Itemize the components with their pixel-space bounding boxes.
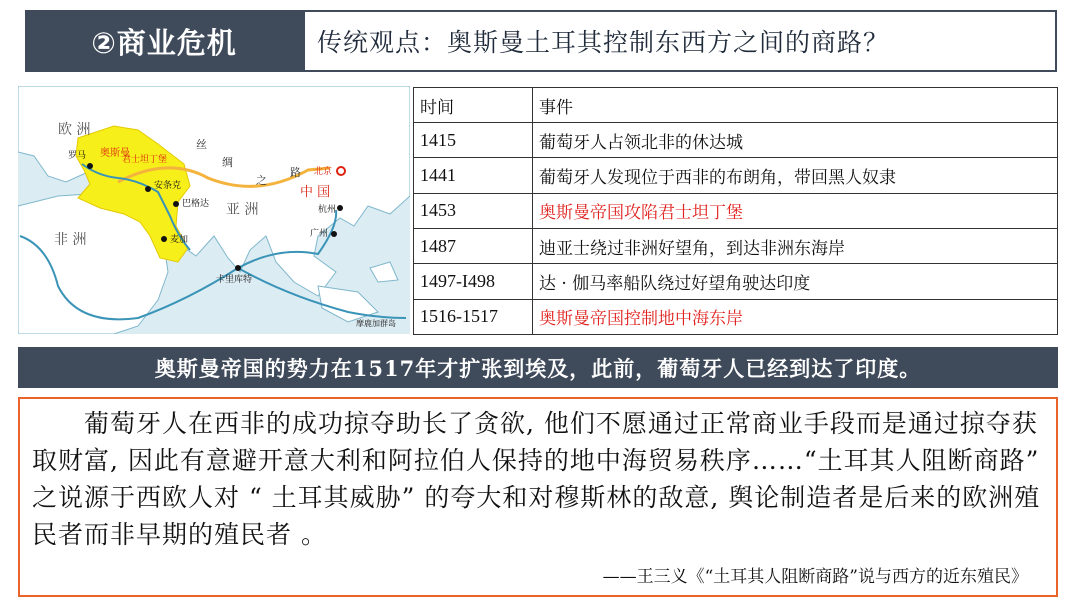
map-label-calicut: 卡里库特	[216, 275, 253, 285]
city-dot	[337, 205, 343, 211]
section-title: ②商业危机	[25, 10, 303, 72]
table-row	[414, 193, 1058, 228]
map-label-hangzhou: 杭州	[318, 205, 337, 215]
quote-box	[18, 397, 1058, 597]
map-label-ottoman: 奥斯曼	[100, 148, 130, 159]
city-dot	[173, 201, 179, 207]
map-label-moluccas: 摩鹿加群岛	[356, 319, 396, 328]
map-label-antioch: 安条克	[154, 181, 182, 191]
question-heading: 传统观点：奥斯曼土耳其控制东西方之间的商路？	[303, 10, 1057, 72]
map-label-baghdad: 巴格达	[182, 199, 210, 209]
row-event: 奥斯曼帝国攻陷君士坦丁堡	[533, 193, 1058, 228]
row-year: 1516-1517	[414, 299, 533, 334]
map-label-africa: 非 洲	[54, 232, 87, 248]
row-event: 达 · 伽马率船队绕过好望角驶达印度	[533, 264, 1058, 299]
city-dot	[331, 231, 337, 237]
table-row	[414, 158, 1058, 193]
map-label-silk-2: 绸	[222, 156, 233, 169]
key-fact-banner: 奥斯曼帝国的势力在1517年才扩张到埃及，此前，葡萄牙人已经到达了印度。	[18, 347, 1058, 388]
column-header-time: 时间	[414, 88, 533, 123]
map-label-guangzhou: 广州	[310, 229, 329, 239]
table-row	[414, 264, 1058, 299]
map-label-beijing: 北京	[314, 167, 333, 177]
map-label-constantinople: 君士坦丁堡	[122, 155, 168, 165]
table-row	[414, 228, 1058, 263]
map-label-europe: 欧 洲	[58, 122, 91, 138]
column-header-event: 事件	[533, 88, 1058, 123]
quote-source: ——王三义《“土耳其人阻断商路”说与西方的近东殖民》	[602, 567, 1028, 587]
map-label-china: 中 国	[300, 185, 331, 200]
table-row	[414, 299, 1058, 334]
row-event: 奥斯曼帝国控制地中海东岸	[533, 299, 1058, 334]
row-event: 葡萄牙人发现位于西非的布朗角，带回黑人奴隶	[533, 158, 1058, 193]
city-dot	[87, 163, 93, 169]
row-event: 葡萄牙人占领北非的休达城	[533, 123, 1058, 158]
map-label-mecca: 麦加	[170, 235, 189, 245]
map-label-asia: 亚 洲	[226, 202, 259, 218]
events-table	[413, 87, 1058, 335]
table-header-row	[414, 88, 1058, 123]
row-event: 迪亚士绕过非洲好望角，到达非洲东海岸	[533, 228, 1058, 263]
row-year: 1415	[414, 123, 533, 158]
table-row	[414, 123, 1058, 158]
row-year: 1497-I498	[414, 264, 533, 299]
map-label-silk-1: 丝	[196, 138, 207, 151]
city-dot	[235, 265, 241, 271]
quote-text: 葡萄牙人在西非的成功掠夺助长了贪欲, 他们不愿通过正常商业手段而是通过掠夺获取财富, 因此有意避开意大利和阿拉伯人保持的地中海贸易秩序……“土耳其人阻断商路” 之说源于西欧人对 “ 土耳其威胁” 的夸大和对穆斯林的敌意, 舆论制造者是后来的欧洲殖民者而非早期的殖民者 。	[32, 409, 1041, 549]
map-label-silk-4: 路	[290, 166, 301, 179]
row-year: 1441	[414, 158, 533, 193]
row-year: 1487	[414, 228, 533, 263]
city-dot	[145, 186, 151, 192]
map-label-rome: 罗马	[68, 151, 87, 161]
map-label-silk-3: 之	[256, 174, 267, 187]
trade-route-map	[18, 86, 410, 334]
city-dot	[161, 236, 167, 242]
row-year: 1453	[414, 193, 533, 228]
